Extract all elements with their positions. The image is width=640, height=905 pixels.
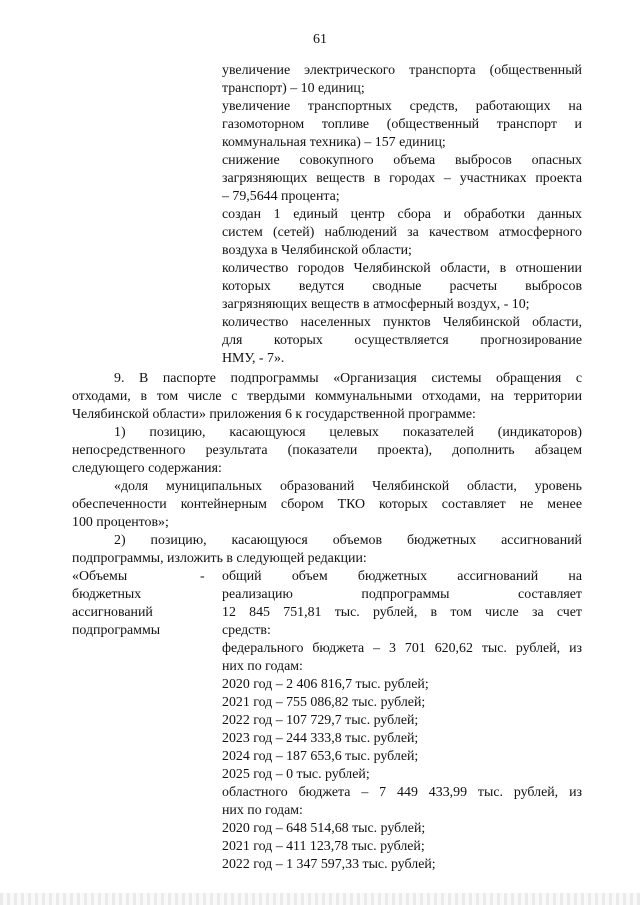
text-line: газомоторном топливе (общественный транспорт и: [222, 117, 582, 132]
text-line: которых ведутся сводные расчеты выбросов: [222, 279, 582, 294]
text-line: обеспеченности контейнерным сбором ТКО которых составляет не менее: [72, 497, 582, 512]
text-line: 2020 год – 648 514,68 тыс. рублей;: [222, 821, 426, 836]
text-line: непосредственного результата (показатели проекта), дополнить абзацем: [72, 443, 582, 458]
text-line: -: [200, 569, 205, 584]
page-number: 61: [313, 32, 327, 47]
text-line: ассигнований: [72, 605, 153, 620]
text-line: «Объемы: [72, 569, 128, 584]
text-line: Челябинской области» приложения 6 к государственной программе:: [72, 407, 476, 422]
text-line: 2023 год – 244 333,8 тыс. рублей;: [222, 731, 419, 746]
text-line: 2022 год – 107 729,7 тыс. рублей;: [222, 713, 419, 728]
text-line: 1) позицию, касающуюся целевых показателей (индикаторов): [114, 425, 582, 440]
text-line: коммунальная техника) – 157 единиц;: [222, 135, 446, 150]
text-line: них по годам:: [222, 659, 303, 674]
text-line: 2021 год – 411 123,78 тыс. рублей;: [222, 839, 425, 854]
text-line: НМУ, - 7».: [222, 351, 285, 366]
text-line: снижение совокупного объема выбросов опасных: [222, 153, 582, 168]
text-line: 2) позицию, касающуюся объемов бюджетных ассигнований: [114, 533, 582, 548]
text-line: количество городов Челябинской области, в отношении: [222, 261, 582, 276]
text-line: 9. В паспорте подпрограммы «Организация системы обращения с: [114, 371, 582, 386]
text-line: подпрограммы: [72, 623, 161, 638]
text-line: 2022 год – 1 347 597,33 тыс. рублей;: [222, 857, 436, 872]
text-line: 2025 год – 0 тыс. рублей;: [222, 767, 370, 782]
text-line: увеличение электрического транспорта (общественный: [222, 63, 582, 78]
text-line: следующего содержания:: [72, 461, 222, 476]
text-line: общий объем бюджетных ассигнований на: [222, 569, 582, 584]
text-line: увеличение транспортных средств, работающих на: [222, 99, 582, 114]
text-line: для которых осуществляется прогнозирование: [222, 333, 582, 348]
text-line: бюджетных: [72, 587, 142, 602]
text-line: средств:: [222, 623, 271, 638]
text-line: них по годам:: [222, 803, 303, 818]
text-line: 100 процентов»;: [72, 515, 169, 530]
text-line: федерального бюджета – 3 701 620,62 тыс. рублей, из: [222, 641, 582, 656]
text-line: транспорт) – 10 единиц;: [222, 81, 365, 96]
text-line: систем (сетей) наблюдений за качеством атмосферного: [222, 225, 582, 240]
text-line: 2024 год – 187 653,6 тыс. рублей;: [222, 749, 419, 764]
text-line: подпрограммы, изложить в следующей редакции:: [72, 551, 367, 566]
text-line: – 79,5644 процента;: [222, 189, 340, 204]
text-line: «доля муниципальных образований Челябинской области, уровень: [114, 479, 582, 494]
text-line: отходами, в том числе с твердыми коммунальными отходами, на территории: [72, 389, 582, 404]
text-line: создан 1 единый центр сбора и обработки данных: [222, 207, 582, 222]
text-line: загрязняющих веществ в городах – участниках проекта: [222, 171, 582, 186]
text-line: 2020 год – 2 406 816,7 тыс. рублей;: [222, 677, 429, 692]
text-line: областного бюджета – 7 449 433,99 тыс. рублей, из: [222, 785, 582, 800]
text-line: 12 845 751,81 тыс. рублей, в том числе за счет: [222, 605, 582, 620]
text-line: количество населенных пунктов Челябинской области,: [222, 315, 582, 330]
text-line: 2021 год – 755 086,82 тыс. рублей;: [222, 695, 426, 710]
text-line: загрязняющих веществ в атмосферный воздух, - 10;: [222, 297, 530, 312]
scan-edge-artifact: [0, 893, 640, 905]
text-line: воздуха в Челябинской области;: [222, 243, 412, 258]
text-line: реализацию подпрограммы составляет: [222, 587, 582, 602]
